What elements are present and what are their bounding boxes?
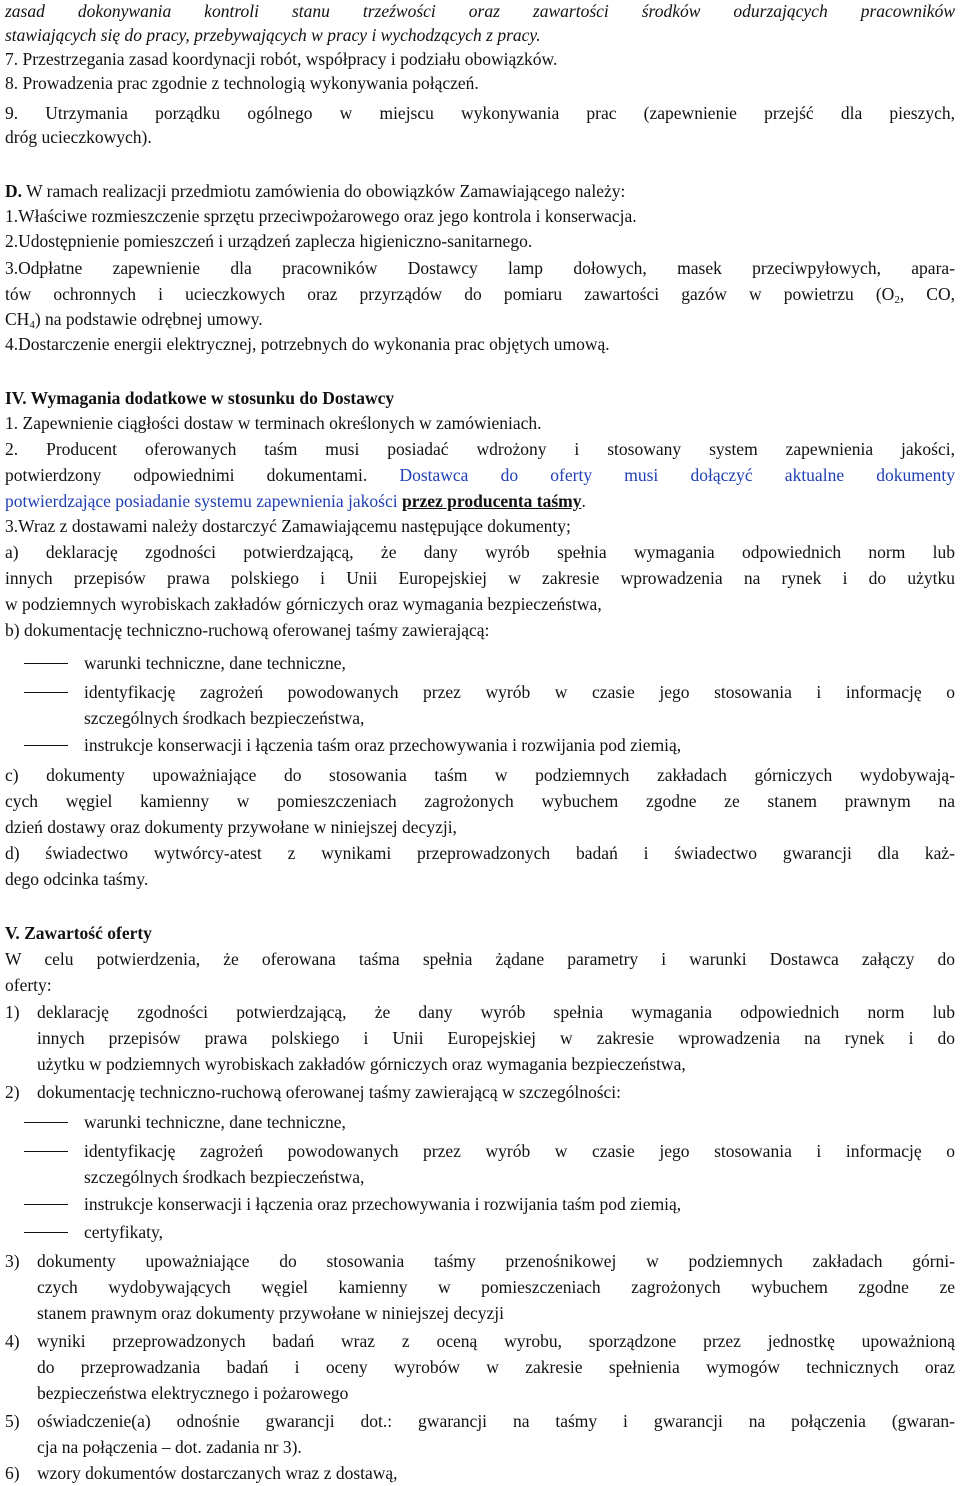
section-d-heading xyxy=(5,180,955,204)
dash-item-text: instrukcje konserwacji i łączenia oraz przechowywania i rozwijania taśm pod ziemią, xyxy=(84,1194,682,1214)
item-continuation: stanem prawnym oraz dokumenty przywołane w niniejszej decyzji xyxy=(37,1303,504,1323)
dash-item xyxy=(24,1140,955,1164)
text-line: 9. Utrzymania porządku ogólnego w miejscu wykonywania prac (zapewnienie przejść dla pieszych, xyxy=(5,103,955,123)
text-fragment: . xyxy=(581,491,586,511)
list-item: 2.Udostępnienie pomieszczeń i urządzeń zaplecza higieniczno-sanitarnego. xyxy=(5,231,533,251)
text-line: dego odcinka taśmy. xyxy=(5,869,149,889)
dash-item-continuation: szczególnych środkach bezpieczeństwa, xyxy=(84,1167,365,1187)
dash-bullet xyxy=(24,692,68,693)
numbered-item xyxy=(5,1462,955,1486)
item-text: dokumenty upoważniające do stosowania taśmy przenośnikowej w podziemnych zakładach górni- xyxy=(37,1251,955,1271)
item-text: dokumentację techniczno-ruchową oferowanej taśmy zawierającą w szczególności: xyxy=(37,1082,622,1102)
dash-bullet xyxy=(24,1151,68,1152)
dash-item xyxy=(24,652,960,676)
dash-item-text: identyfikację zagrożeń powodowanych przez wyrób w czasie jego stosowania i informację o xyxy=(84,1141,955,1161)
section-iv-title: IV. Wymagania dodatkowe w stosunku do Dostawcy xyxy=(5,388,395,408)
numbered-item xyxy=(5,1001,955,1025)
dash-item-text: warunki techniczne, dane techniczne, xyxy=(84,1112,346,1132)
list-item xyxy=(5,308,955,332)
text-line: b) dokumentację techniczno-ruchową oferowanej taśmy zawierającą: xyxy=(5,620,490,640)
text-line: w podziemnych wyrobiskach zakładów górniczych oraz wymagania bezpieczeństwa, xyxy=(5,594,602,614)
subscript: 2 xyxy=(894,294,900,306)
item-continuation: innych przepisów prawa polskiego i Unii Europejskiej w zakresie wprowadzenia na rynek i do xyxy=(37,1028,955,1048)
text-fragment: tów ochronnych i ucieczkowych oraz przyrządów do pomiaru zawartości gazów w powietrzu (O xyxy=(5,284,895,304)
dash-item xyxy=(24,734,960,758)
item-text: deklarację zgodności potwierdzającą, że dany wyrób spełnia wymagania odpowiednich norm lub xyxy=(37,1002,955,1022)
item-text: wyniki przeprowadzonych badań wraz z oceną wyrobu, sporządzone przez jednostkę upoważnioną xyxy=(37,1331,955,1351)
dash-item xyxy=(24,1111,960,1135)
dash-item xyxy=(24,1193,960,1217)
dash-item-text: identyfikację zagrożeń powodowanych przez wyrób w czasie jego stosowania i informację o xyxy=(84,682,955,702)
item-text: wzory dokumentów dostarczanych wraz z dostawą, xyxy=(37,1463,398,1483)
item-continuation: czych wydobywających węgiel kamienny w pomieszczeniach zagrożonych wybuchem zgodne ze xyxy=(37,1277,955,1297)
section-d-text: W ramach realizacji przedmiotu zamówienia do obowiązków Zamawiającego należy: xyxy=(22,181,626,201)
text-line: innych przepisów prawa polskiego i Unii Europejskiej w zakresie wprowadzenia na rynek i do użytku xyxy=(5,568,955,588)
item-number: 1) xyxy=(5,1002,20,1022)
text-line: zasad dokonywania kontroli stanu trzeźwości oraz zawartości środków odurzających pracowników xyxy=(5,1,955,21)
section-v-title: V. Zawartość oferty xyxy=(5,923,152,943)
dash-item xyxy=(24,681,955,705)
dash-bullet xyxy=(24,745,68,746)
text-line xyxy=(5,490,955,514)
item-continuation: cja na połączenia – dot. zadania nr 3). xyxy=(37,1437,302,1457)
text-line: 7. Przestrzegania zasad koordynacji robót, współpracy i podziału obowiązków. xyxy=(5,49,558,69)
dash-bullet xyxy=(24,1122,68,1123)
list-item xyxy=(5,283,955,307)
text-fragment: , CO, xyxy=(899,284,955,304)
highlighted-text: potwierdzające posiadanie systemu zapewnienia jakości xyxy=(5,491,402,511)
item-number: 2) xyxy=(5,1082,20,1102)
subscript: 4 xyxy=(29,319,35,331)
underlined-text: przez producenta taśmy xyxy=(402,491,582,511)
dash-bullet xyxy=(24,1232,68,1233)
text-line: oferty: xyxy=(5,975,52,995)
dash-bullet xyxy=(24,663,68,664)
text-line: dróg ucieczkowych). xyxy=(5,127,152,147)
text-line: cych węgiel kamienny w pomieszczeniach zagrożonych wybuchem zgodne ze stanem prawnym na xyxy=(5,791,955,811)
item-text: oświadczenie(a) odnośnie gwarancji dot.: gwarancji na taśmy i gwarancji na połączenia (gwaran- xyxy=(37,1411,955,1431)
text-line: a) deklarację zgodności potwierdzającą, że dany wyrób spełnia wymagania odpowiednich norm lub xyxy=(5,542,955,562)
item-number: 5) xyxy=(5,1411,20,1431)
dash-bullet xyxy=(24,1204,68,1205)
text-fragment: ) na podstawie odrębnej umowy. xyxy=(34,309,263,329)
text-line: d) świadectwo wytwórcy-atest z wynikami przeprowadzonych badań i świadectwo gwarancji dla każ- xyxy=(5,843,955,863)
list-item: 4.Dostarczenie energii elektrycznej, potrzebnych do wykonania prac objętych umową. xyxy=(5,334,610,354)
text-line: 2. Producent oferowanych taśm musi posiadać wdrożony i stosowany system zapewnienia jakości, xyxy=(5,439,955,459)
dash-item-text: instrukcje konserwacji i łączenia taśm oraz przechowywania i rozwijania pod ziemią, xyxy=(84,735,682,755)
item-continuation: użytku w podziemnych wyrobiskach zakładów górniczych oraz wymagania bezpieczeństwa, xyxy=(37,1054,686,1074)
item-continuation: do przeprowadzania badań i oceny wyrobów w zakresie spełnienia wymogów technicznych oraz xyxy=(37,1357,955,1377)
item-number: 3) xyxy=(5,1251,20,1271)
text-line: dzień dostawy oraz dokumenty przywołane w niniejszej decyzji, xyxy=(5,817,457,837)
text-line: W celu potwierdzenia, że oferowana taśma spełnia żądane parametry i warunki Dostawca załączy do xyxy=(5,949,955,969)
item-number: 4) xyxy=(5,1331,20,1351)
item-number: 6) xyxy=(5,1463,20,1483)
text-fragment: CH xyxy=(5,309,30,329)
text-fragment: potwierdzony odpowiednimi dokumentami. xyxy=(5,465,400,485)
list-item: 3.Odpłatne zapewnienie dla pracowników Dostawcy lamp dołowych, masek przeciwpyłowych, apara- xyxy=(5,258,955,278)
text-line: 1. Zapewnienie ciągłości dostaw w terminach określonych w zamówieniach. xyxy=(5,413,542,433)
dash-item-text: certyfikaty, xyxy=(84,1222,164,1242)
dash-item-continuation: szczególnych środkach bezpieczeństwa, xyxy=(84,708,365,728)
list-item: 1.Właściwe rozmieszczenie sprzętu przeciwpożarowego oraz jego kontrola i konserwacja. xyxy=(5,206,637,226)
numbered-item xyxy=(5,1410,955,1434)
text-line: 3.Wraz z dostawami należy dostarczyć Zamawiającemu następujące dokumenty; xyxy=(5,516,571,536)
numbered-item xyxy=(5,1250,955,1274)
highlighted-text: Dostawca do oferty musi dołączyć aktualne dokumenty xyxy=(399,465,955,485)
numbered-item xyxy=(5,1081,955,1105)
dash-item xyxy=(24,1221,960,1245)
numbered-item xyxy=(5,1330,955,1354)
dash-item-text: warunki techniczne, dane techniczne, xyxy=(84,653,346,673)
text-line xyxy=(5,464,955,488)
section-d-label: D. xyxy=(5,181,23,201)
text-line: stawiających się do pracy, przebywających w pracy i wychodzących z pracy. xyxy=(5,25,541,45)
text-line: 8. Prowadzenia prac zgodnie z technologią wykonywania połączeń. xyxy=(5,73,479,93)
text-line: c) dokumenty upoważniające do stosowania taśm w podziemnych zakładach górniczych wydobywają- xyxy=(5,765,955,785)
item-continuation: bezpieczeństwa elektrycznego i pożarowego xyxy=(37,1383,349,1403)
